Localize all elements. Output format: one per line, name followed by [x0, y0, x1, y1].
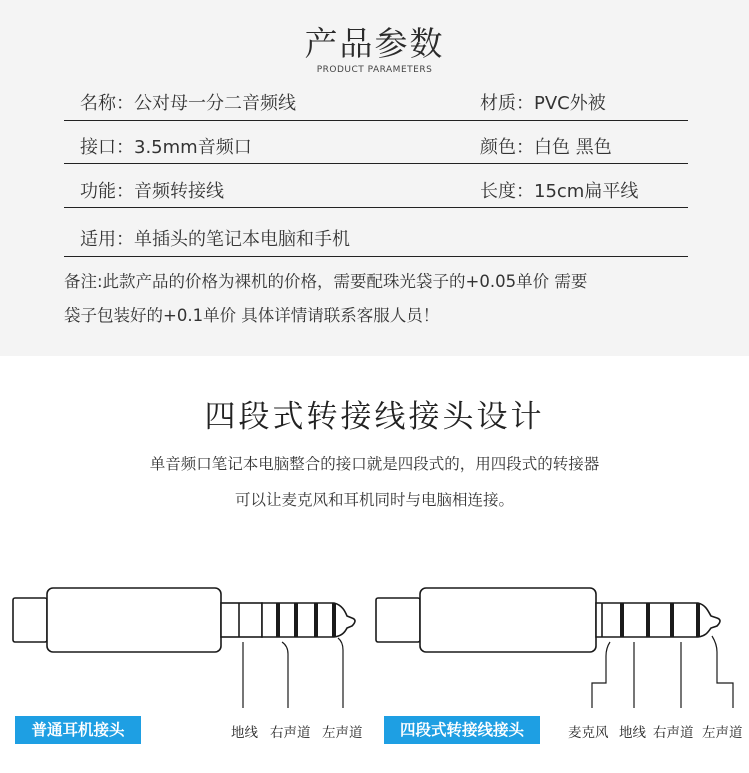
label-right-channel: 右声道 [653, 725, 694, 741]
page-subtitle: PRODUCT PARAMETERS [316, 65, 433, 75]
param-function: 功能：音频转接线 [80, 181, 224, 202]
param-color: 颜色：白色 黑色 [480, 137, 612, 158]
design-title: 四段式转接线接头设计 [204, 399, 545, 435]
param-port: 接口：3.5mm音频口 [80, 137, 252, 158]
divider [64, 120, 688, 121]
divider [64, 256, 688, 257]
normal-plug-badge: 普通耳机接头 [15, 716, 141, 744]
divider [64, 207, 688, 208]
plug-diagram [0, 580, 749, 715]
design-desc-1: 单音频口笔记本电脑整合的接口就是四段式的，用四段式的转接器 [149, 455, 600, 473]
note-line-2: 袋子包装好的+0.1单价 具体详情请联系客服人员！ [64, 306, 440, 325]
four-pole-plug-illustration [376, 588, 720, 652]
label-microphone: 麦克风 [568, 725, 609, 741]
param-name: 名称：公对母一分二音频线 [80, 93, 296, 114]
normal-plug-illustration [13, 588, 355, 652]
label-left-channel: 左声道 [322, 725, 363, 741]
four-pole-plug-badge: 四段式转接线接头 [384, 716, 540, 744]
label-right-channel: 右声道 [270, 725, 311, 741]
label-ground: 地线 [231, 725, 258, 741]
label-ground: 地线 [619, 725, 646, 741]
note-line-1: 备注:此款产品的价格为裸机的价格，需要配珠光袋子的+0.05单价 需要 [64, 272, 588, 291]
param-material: 材质：PVC外被 [480, 93, 606, 114]
design-desc-2: 可以让麦克风和耳机同时与电脑相连接。 [234, 491, 514, 509]
page-title: 产品参数 [304, 24, 445, 63]
param-usage: 适用：单插头的笔记本电脑和手机 [80, 229, 350, 250]
divider [64, 163, 688, 164]
label-left-channel: 左声道 [702, 725, 743, 741]
param-length: 长度：15cm扁平线 [480, 181, 639, 202]
